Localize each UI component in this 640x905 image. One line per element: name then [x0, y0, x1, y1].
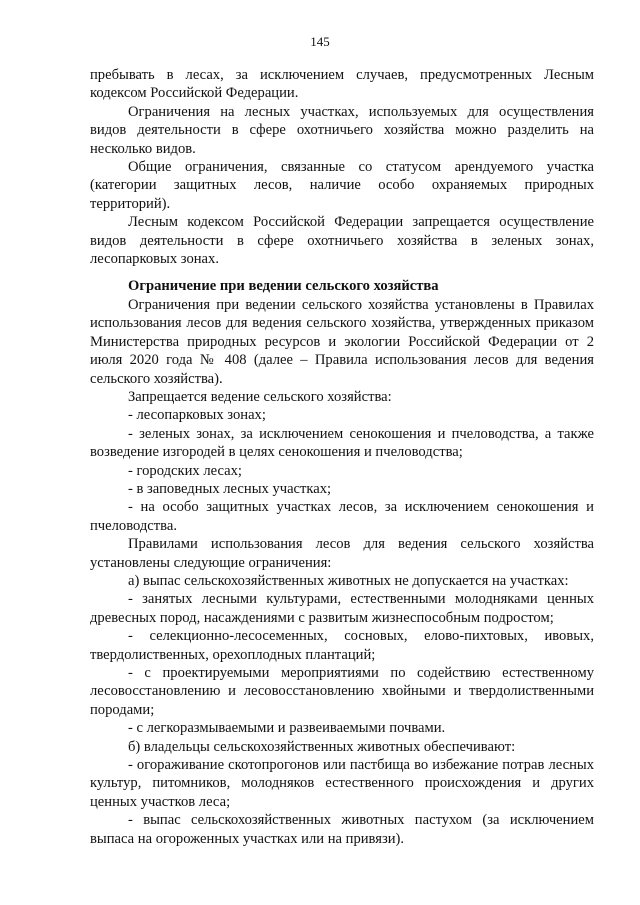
- paragraph: а) выпас сельскохозяйственных животных не допускается на участках:: [128, 572, 569, 589]
- list-item: - в заповедных лесных участках;: [128, 480, 332, 497]
- paragraph: Ограничения при ведении сельского хозяйства установлены в Правилах использования лесов для ведения сельского хозяйства, утвержденных приказом Министерства природных ресурсов и экологии Российской Федерации от 2 июля 2020 года № 408 (далее – Правила использования лесов для ведения сельского хозяйства).: [90, 296, 594, 387]
- list-item: - выпас сельскохозяйственных животных пастухом (за исключением выпаса на огороженных участках или на привязи).: [90, 812, 594, 847]
- list-item: - огораживание скотопрогонов или пастбища во избежание потрав лесных культур, питомников, молодняков естественного происхождения и других ценных участков леса;: [90, 757, 594, 810]
- list-item: - с проектируемыми мероприятиями по содействию естественному лесовосстановлению и лесовосстановлению хвойными и твердолиственными породами;: [90, 665, 594, 718]
- list-item: - зеленых зонах, за исключением сенокошения и пчеловодства, а также возведение изгородей в целях сенокошения и пчеловодства;: [90, 425, 594, 461]
- paragraph: Общие ограничения, связанные со статусом арендуемого участка (категории защитных лесов, наличие особо охраняемых природных территорий).: [90, 159, 594, 212]
- list-item: - лесопарковых зонах;: [128, 407, 266, 424]
- section-heading: Ограничение при ведении сельского хозяйства: [128, 278, 439, 295]
- paragraph: пребывать в лесах, за исключением случаев, предусмотренных Лесным кодексом Российской Федерации.: [90, 67, 594, 102]
- list-item: - городских лесах;: [128, 462, 242, 479]
- page-body: [90, 66, 594, 848]
- list-item: - с легкоразмываемыми и развеиваемыми почвами.: [128, 720, 446, 737]
- paragraph: Запрещается ведение сельского хозяйства:: [128, 388, 392, 405]
- paragraph: Лесным кодексом Российской Федерации запрещается осуществление видов деятельности в сфере охотничьего хозяйства в зеленых зонах, лесопарковых зонах.: [90, 214, 594, 268]
- list-item: - занятых лесными культурами, естественными молодняками ценных древесных пород, насаждениями с развитым жизнеспособным подростом;: [90, 591, 594, 626]
- paragraph: Правилами использования лесов для ведения сельского хозяйства установлены следующие ограничения:: [90, 536, 594, 571]
- list-item: - селекционно-лесосеменных, сосновых, елово-пихтовых, ивовых, твердолиственных, орехоплодных плантаций;: [90, 628, 594, 663]
- page-number: 145: [310, 34, 330, 49]
- list-item: - на особо защитных участках лесов, за исключением сенокошения и пчеловодства.: [90, 499, 594, 534]
- paragraph: б) владельцы сельскохозяйственных животных обеспечивают:: [128, 738, 516, 755]
- paragraph: Ограничения на лесных участках, используемых для осуществления видов деятельности в сфере охотничьего хозяйства можно разделить на несколько видов.: [90, 103, 594, 157]
